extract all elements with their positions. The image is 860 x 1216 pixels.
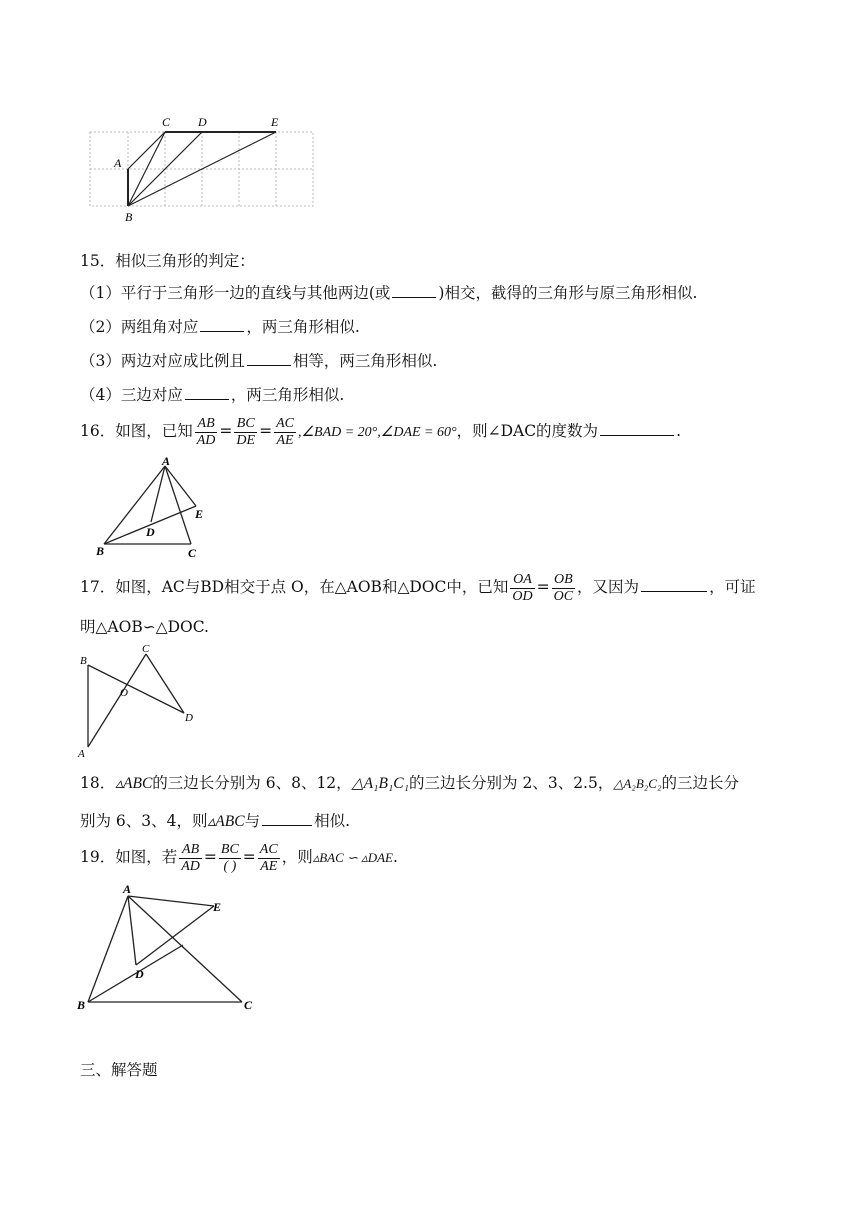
- fig16-label-b: B: [96, 544, 105, 558]
- fig17-label-d: D: [185, 712, 193, 724]
- fig14-label-e: E: [271, 115, 279, 129]
- q19-figure: [74, 880, 264, 1015]
- fig16-label-d: D: [146, 525, 155, 539]
- q15-blank-3[interactable]: [247, 364, 291, 366]
- fig14-label-d: D: [198, 115, 207, 129]
- fig19-label-e: E: [213, 900, 222, 914]
- fig17-label-o: O: [120, 687, 128, 699]
- fig16-label-c: C: [188, 546, 197, 560]
- fig14-label-c: C: [162, 115, 171, 129]
- q18-line2: 别为 6、3、4，则▵ABC与 相似.: [80, 812, 351, 830]
- q15-item-3: （3）两边对应成比例且 相等，两三角形相似.: [80, 352, 438, 370]
- fig19-label-c: C: [244, 998, 253, 1012]
- q15-stem: 15．相似三角形的判定：: [80, 252, 255, 270]
- q18-line1: 18．▵ABC的三边长分别为 6、8、12，△A₁B₁C₁的三边长分别为 2、3、2.5，△A₂B₂C₂的三边长分: [80, 774, 739, 792]
- q16-figure: [92, 456, 222, 561]
- fig16-label-e: E: [195, 507, 204, 521]
- q16-answer-blank[interactable]: [600, 434, 674, 436]
- fig14-label-b: B: [125, 210, 133, 224]
- q19-question: 19．如图，若 $\frac{AB}{AD}$ = $\frac{BC}{( )}$ = $\frac{AC}{AE}$ ，则▵BAC ∽ ▵DAE.: [80, 841, 398, 874]
- fig19-label-d: D: [135, 967, 144, 981]
- q17-line2: 明△AOB∽△DOC.: [80, 618, 209, 636]
- fig17-label-b: B: [80, 655, 87, 667]
- q15-item-1: （1）平行于三角形一边的直线与其他两边(或 )相交，截得的三角形与原三角形相似.: [80, 284, 698, 302]
- section-heading: 三、解答题: [80, 1061, 158, 1079]
- q15-blank-2[interactable]: [200, 330, 244, 332]
- q19-blank-paren[interactable]: ( ): [223, 858, 237, 874]
- q17-answer-blank[interactable]: [641, 590, 707, 592]
- q15-blank-4[interactable]: [185, 398, 229, 400]
- fig14-label-a: A: [114, 156, 122, 170]
- q17-question: 17．如图，AC与BD相交于点 O，在△AOB和△DOC中，已知 $\frac{OA}{OD}$ = $\frac{OB}{OC}$ ，又因为 ，可证: [80, 571, 756, 604]
- q16-question: 16．如图，已知 $\frac{AB}{AD}$ = $\frac{BC}{DE}$ = $\frac{AC}{AE}$ ,∠BAD = 20°,∠DAE = 60°，则∠DAC的度数为 .: [80, 415, 681, 448]
- fig19-label-a: A: [123, 882, 132, 896]
- q15-item-4: （4）三边对应 ，两三角形相似.: [80, 386, 345, 404]
- q18-answer-blank[interactable]: [262, 824, 312, 826]
- fig17-label-a: A: [78, 748, 85, 760]
- fig16-label-a: A: [162, 456, 171, 468]
- q15-blank-1[interactable]: [392, 296, 436, 298]
- q17-figure: [74, 640, 204, 760]
- q14-figure: [80, 110, 320, 225]
- fig17-label-c: C: [142, 643, 150, 655]
- fig19-label-b: B: [77, 998, 86, 1012]
- q15-item-2: （2）两组角对应 ，两三角形相似.: [80, 318, 360, 336]
